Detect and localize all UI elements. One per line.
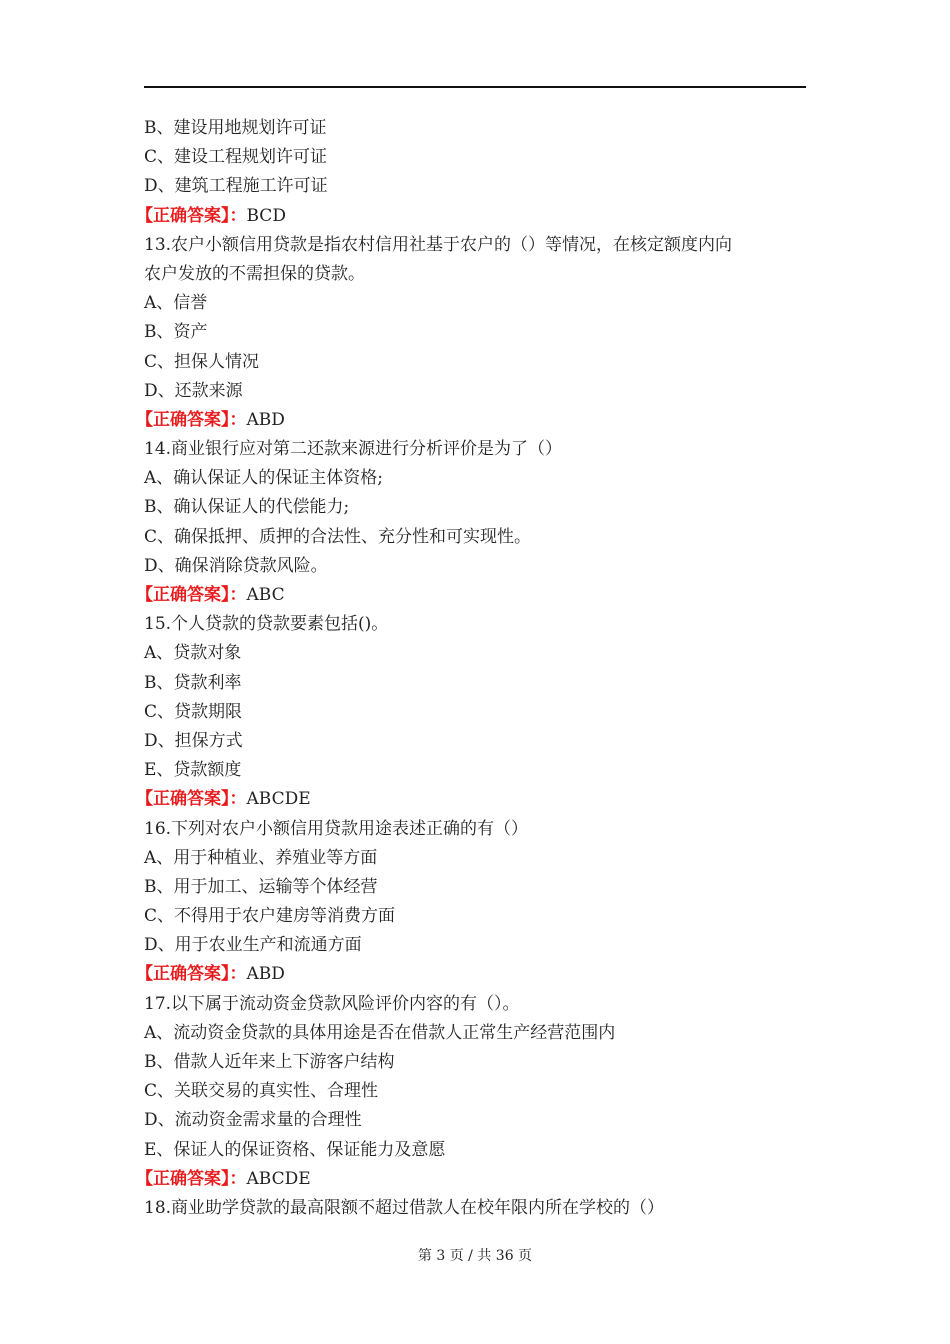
text-line: 农户发放的不需担保的贷款。 (144, 263, 365, 284)
text-line: B、贷款利率 (144, 672, 242, 693)
text-line: D、流动资金需求量的合理性 (144, 1110, 362, 1131)
answer-line (136, 202, 812, 231)
text-line: 14.商业银行应对第二还款来源进行分析评价是为了（） (144, 439, 563, 460)
page-content (136, 114, 812, 1223)
text-line: 18.商业助学贷款的最高限额不超过借款人在校年限内所在学校的（） (144, 1197, 665, 1218)
answer-line (136, 785, 812, 814)
page-footer: 第 3 页 / 共 36 页 (417, 1248, 533, 1264)
answer-value: ABD (246, 964, 285, 985)
text-line: E、保证人的保证资格、保证能力及意愿 (144, 1139, 446, 1160)
answer-line (136, 406, 812, 435)
text-line: A、用于种植业、养殖业等方面 (144, 847, 378, 868)
text-line: D、建筑工程施工许可证 (144, 176, 328, 197)
answer-label: 【正确答案】： (136, 789, 247, 810)
answer-value: ABCDE (246, 1168, 311, 1189)
answer-value: BCD (246, 205, 286, 226)
answer-value: ABD (246, 409, 285, 430)
text-line: D、还款来源 (144, 380, 243, 401)
text-line: C、贷款期限 (144, 701, 243, 722)
answer-label: 【正确答案】： (136, 585, 247, 605)
text-line: A、贷款对象 (144, 643, 242, 664)
text-line: E、贷款额度 (144, 760, 242, 781)
text-line: A、信誉 (144, 293, 208, 314)
answer-value: ABC (246, 585, 285, 605)
text-line: C、建设工程规划许可证 (144, 147, 328, 168)
answer-line (136, 1165, 812, 1194)
answer-label: 【正确答案】： (136, 409, 247, 430)
text-line: 15.个人贷款的贷款要素包括()。 (144, 614, 389, 635)
answer-value: ABCDE (246, 789, 311, 810)
text-line: D、担保方式 (144, 730, 243, 751)
text-line: B、用于加工、运输等个体经营 (144, 876, 378, 897)
header-rule (144, 86, 806, 88)
text-line: C、确保抵押、质押的合法性、充分性和可实现性。 (144, 526, 532, 547)
text-line: 16.下列对农户小额信用贷款用途表述正确的有（） (144, 818, 529, 839)
text-line: D、用于农业生产和流通方面 (144, 935, 362, 956)
text-line: D、确保消除贷款风险。 (144, 555, 328, 576)
text-line: C、关联交易的真实性、合理性 (144, 1081, 379, 1102)
text-line: B、借款人近年来上下游客户结构 (144, 1052, 395, 1072)
text-line: C、不得用于农户建房等消费方面 (144, 906, 396, 927)
answer-line (136, 960, 812, 989)
text-line: B、确认保证人的代偿能力; (144, 497, 350, 518)
text-line: A、确认保证人的保证主体资格; (144, 468, 384, 489)
answer-label: 【正确答案】： (136, 1168, 247, 1189)
text-line: 13.农户小额信用贷款是指农村信用社基于农户的（）等情况，在核定额度内向 (144, 234, 733, 255)
text-line: B、资产 (144, 322, 208, 343)
text-line: 17.以下属于流动资金贷款风险评价内容的有（）。 (144, 993, 520, 1014)
answer-label: 【正确答案】： (136, 205, 247, 226)
answer-label: 【正确答案】： (136, 964, 247, 985)
text-line: C、担保人情况 (144, 351, 260, 372)
text-line: A、流动资金贷款的具体用途是否在借款人正常生产经营范围内 (144, 1022, 616, 1043)
answer-line (136, 581, 812, 610)
text-line: B、建设用地规划许可证 (144, 118, 327, 138)
